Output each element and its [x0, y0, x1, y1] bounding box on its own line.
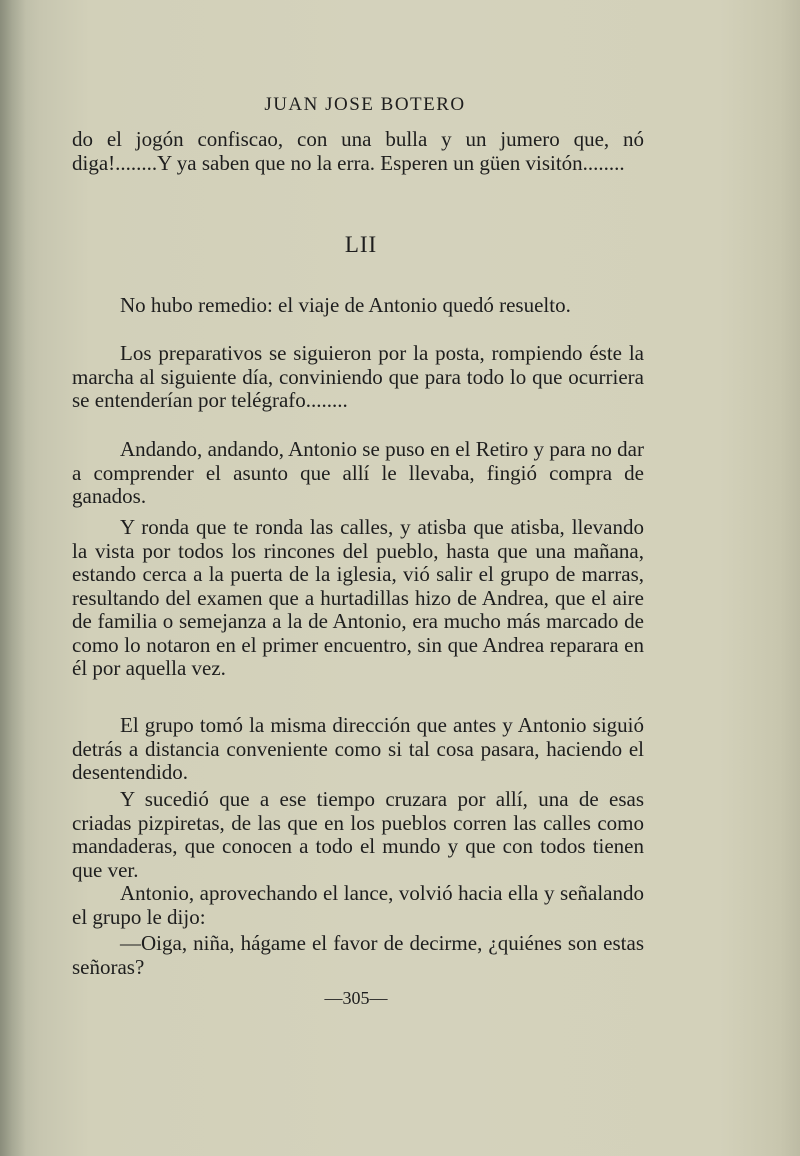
paragraph: Antonio, aprovechando el lance, volvió hacia ella y señalando el grupo le dijo:: [72, 881, 644, 929]
spine-shadow: [0, 0, 26, 1156]
page-number: —305—: [324, 988, 388, 1008]
paragraph: No hubo remedio: el viaje de Antonio quedó resuelto.: [120, 293, 571, 317]
paragraph: Los preparativos se siguieron por la posta, rompiendo éste la marcha al siguiente día, conviniendo que para todo lo que ocurriera se entenderían por telégrafo........: [72, 341, 644, 412]
chapter-number: LII: [344, 232, 378, 257]
continued-paragraph: do el jogón confiscao, con una bulla y un jumero que, nó diga!........Y ya saben que no la erra. Esperen un güen visitón........: [72, 127, 644, 175]
running-header: JUAN JOSE BOTERO: [264, 94, 466, 115]
paragraph: —Oiga, niña, hágame el favor de decirme, ¿quiénes son estas señoras?: [72, 931, 644, 979]
paragraph: Y sucedió que a ese tiempo cruzara por allí, una de esas criadas pizpiretas, de las que en los pueblos corren las calles como mandaderas, que conocen a todo el mundo y que con todos tienen que ver.: [72, 787, 644, 882]
paragraph: Andando, andando, Antonio se puso en el Retiro y para no dar a comprender el asunto que allí le llevaba, fingió compra de ganados.: [72, 437, 644, 508]
paragraph: El grupo tomó la misma dirección que antes y Antonio siguió detrás a distancia conveniente como si tal cosa pasara, haciendo el desentendido.: [72, 713, 644, 784]
paragraph: Y ronda que te ronda las calles, y atisba que atisba, llevando la vista por todos los rincones del pueblo, hasta que una mañana, estando cerca a la puerta de la iglesia, vió salir el grupo de marras, resultando del examen que a hurtadillas hizo de Andrea, que el aire de familia o semejanza a la de Antonio, era mucho más marcado de como lo notaron en el primer encuentro, sin que Andrea reparara en él por aquella vez.: [72, 515, 644, 680]
